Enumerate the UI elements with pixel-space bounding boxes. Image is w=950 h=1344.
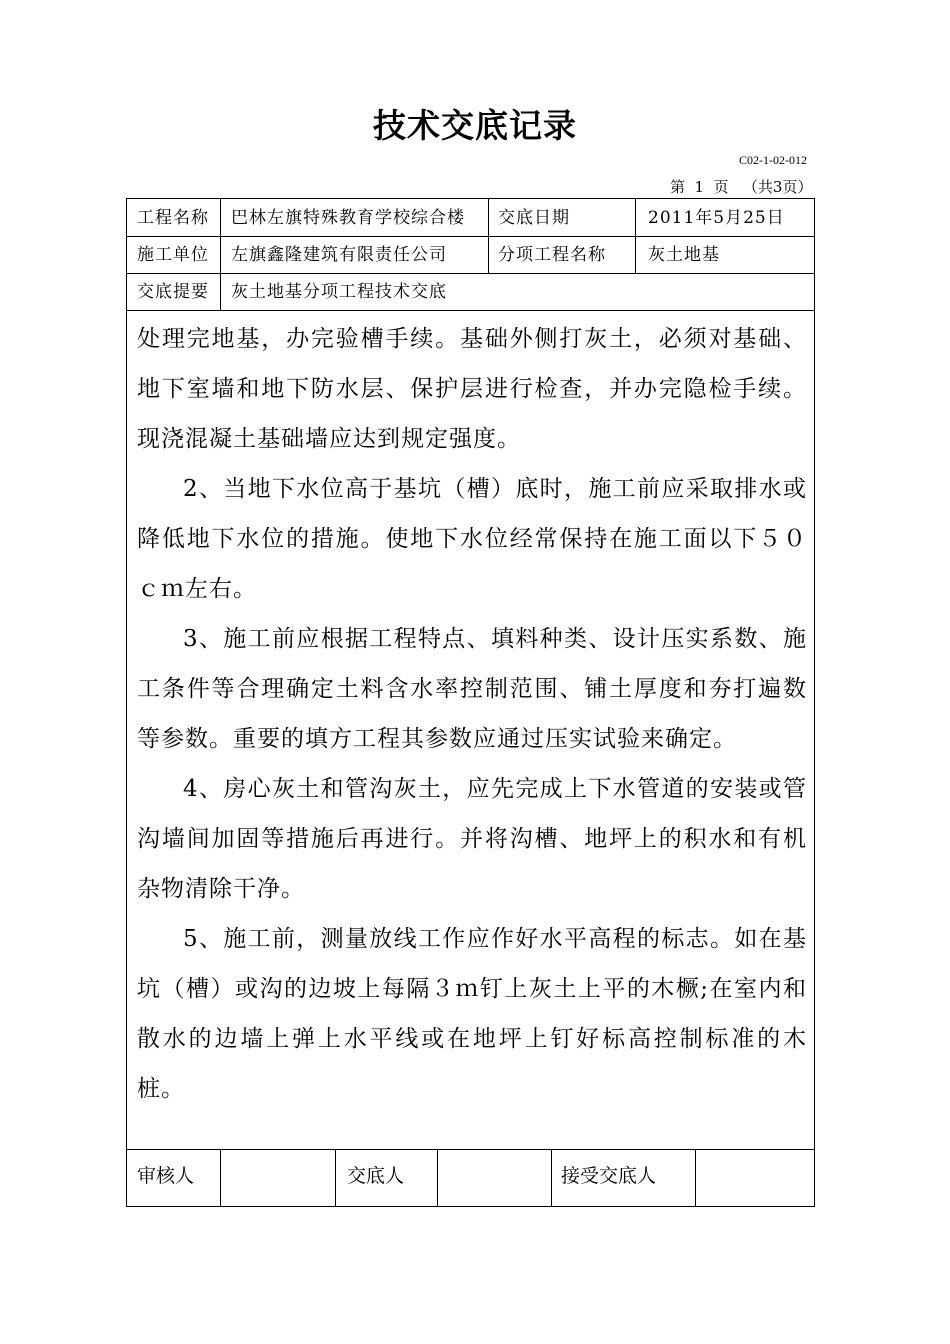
column-divider (488, 199, 489, 273)
row-divider (127, 310, 814, 311)
disclosure-body (137, 314, 807, 1114)
date-label: 交底日期 (498, 208, 570, 228)
column-divider (220, 199, 221, 310)
document-code: C02-1-02-012 (739, 153, 807, 167)
date-value: 2011年5月25日 (648, 208, 785, 228)
row-divider (127, 273, 814, 274)
reviewer-label: 审核人 (137, 1165, 195, 1187)
column-divider (635, 199, 636, 273)
disclosure-form (126, 198, 815, 1207)
row-divider (127, 1149, 814, 1150)
contractor-label: 施工单位 (137, 245, 209, 265)
row-divider (127, 236, 814, 237)
page-number: 第 1 页 （共3页） (670, 178, 813, 196)
subproject-label: 分项工程名称 (498, 245, 606, 265)
summary-label: 交底提要 (137, 282, 209, 302)
project-name-value: 巴林左旗特殊教育学校综合楼 (231, 208, 465, 228)
column-divider (695, 1149, 696, 1207)
subproject-value: 灰土地基 (648, 245, 720, 265)
body-paragraph: 处理完地基，办完验槽手续。基础外侧打灰土，必须对基础、地下室墙和地下防水层、保护层进行检查，并办完隐检手续。现浇混凝土基础墙应达到规定强度。 (137, 326, 807, 452)
discloser-label: 交底人 (347, 1165, 405, 1187)
body-paragraph: 4、房心灰土和管沟灰土，应先完成上下水管道的安装或管沟墙间加固等措施后再进行。并将沟槽、地坪上的积水和有机杂物清除干净。 (137, 776, 807, 902)
summary-value: 灰土地基分项工程技术交底 (231, 282, 447, 302)
contractor-value: 左旗鑫隆建筑有限责任公司 (231, 245, 447, 265)
column-divider (335, 1149, 336, 1207)
page-title: 技术交底记录 (373, 106, 577, 145)
column-divider (437, 1149, 438, 1207)
receiver-label: 接受交底人 (561, 1165, 657, 1187)
body-paragraph: 2、当地下水位高于基坑（槽）底时，施工前应采取排水或降低地下水位的措施。使地下水位经常保持在施工面以下５０ｃｍ左右。 (137, 476, 807, 602)
body-paragraph: 5、施工前，测量放线工作应作好水平高程的标志。如在基坑（槽）或沟的边坡上每隔３ｍ钉上灰土上平的木橛;在室内和散水的边墙上弹上水平线或在地坪上钉好标高控制标准的木桩。 (137, 926, 807, 1102)
project-name-label: 工程名称 (137, 208, 209, 228)
column-divider (220, 1149, 221, 1207)
body-paragraph: 3、施工前应根据工程特点、填料种类、设计压实系数、施工条件等合理确定土料含水率控制范围、铺土厚度和夯打遍数等参数。重要的填方工程其参数应通过压实试验来确定。 (137, 626, 807, 752)
column-divider (551, 1149, 552, 1207)
